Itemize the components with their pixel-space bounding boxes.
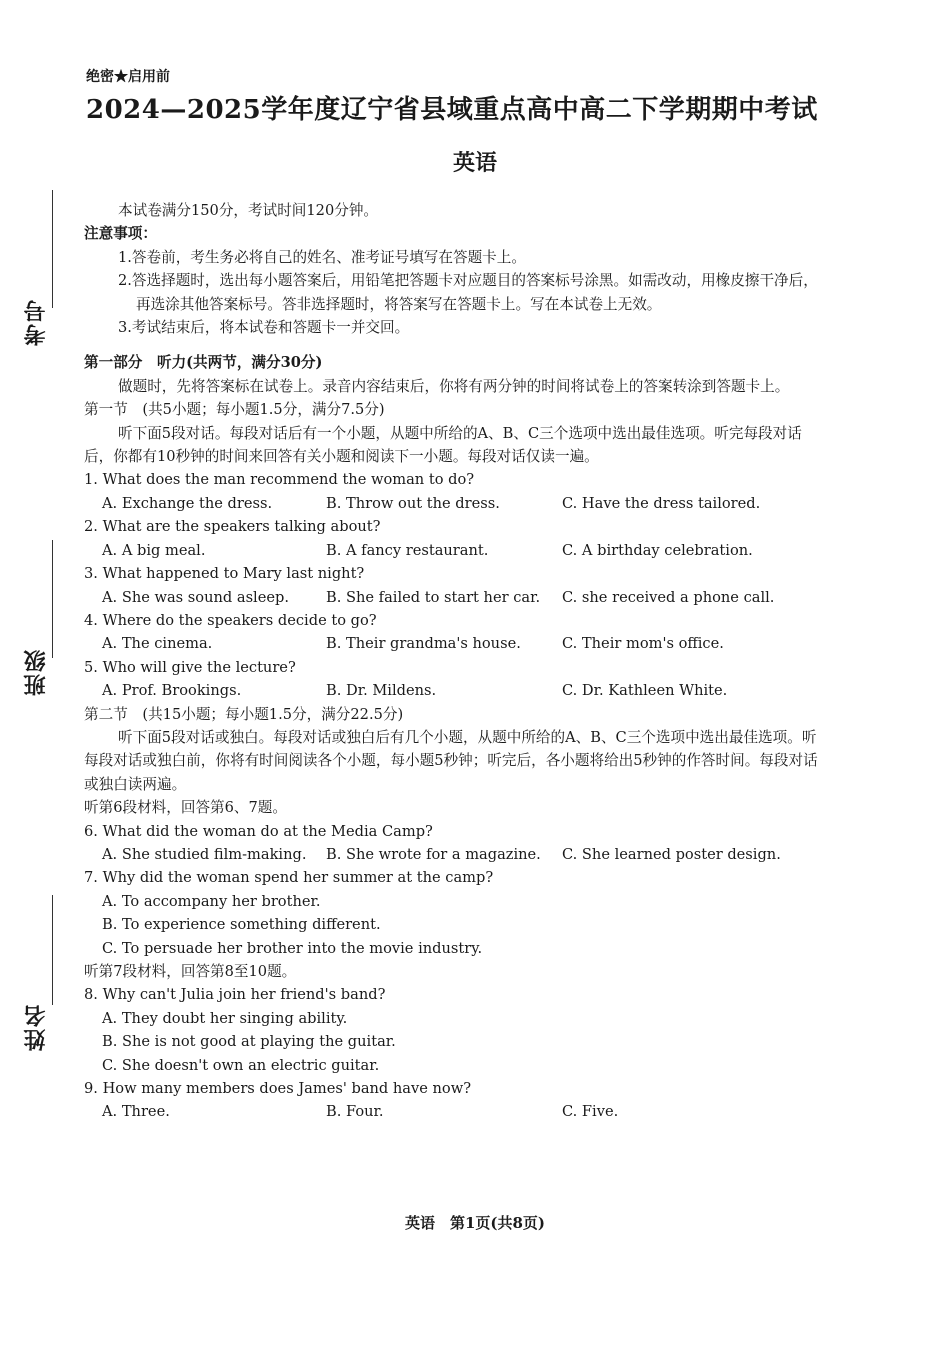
class-label: 班级 bbox=[23, 648, 49, 696]
question-5: 5. Who will give the lecture? bbox=[84, 658, 296, 676]
exam-content bbox=[84, 199, 824, 1124]
option-a[interactable]: A. Prof. Brookings. bbox=[102, 682, 242, 700]
option-c[interactable]: C. Their mom's office. bbox=[562, 635, 724, 653]
question-4-options bbox=[84, 632, 824, 655]
name-line[interactable] bbox=[52, 895, 53, 1005]
option-b[interactable]: B. Throw out the dress. bbox=[326, 494, 500, 512]
note-3: 3.考试结束后，将本试卷和答题卡一并交回。 bbox=[118, 319, 410, 337]
question-1: 1. What does the man recommend the woman to do? bbox=[84, 471, 475, 489]
question-6-options bbox=[84, 843, 824, 866]
option-c[interactable]: C. To persuade her brother into the movie industry. bbox=[102, 939, 483, 957]
option-a[interactable]: A. A big meal. bbox=[102, 541, 206, 559]
name-label: 姓名 bbox=[23, 1003, 49, 1051]
option-b[interactable]: B. Dr. Mildens. bbox=[326, 682, 437, 700]
question-6: 6. What did the woman do at the Media Camp? bbox=[84, 822, 433, 840]
subject-title: 英语 bbox=[452, 150, 497, 176]
score-time: 本试卷满分150分，考试时间120分钟。 bbox=[118, 202, 379, 219]
section2-title: 第二节 (共15小题；每小题1.5分，满分22.5分) bbox=[84, 705, 404, 723]
question-3-options bbox=[84, 586, 824, 609]
option-c[interactable]: C. Dr. Kathleen White. bbox=[562, 682, 728, 700]
option-a[interactable]: A. She was sound asleep. bbox=[102, 588, 289, 606]
exam-no-label: 考号 bbox=[23, 298, 49, 346]
page-footer: 英语 第1页(共8页) bbox=[404, 1214, 546, 1232]
material-6-label: 听第6段材料，回答第6、7题。 bbox=[84, 799, 287, 817]
option-b[interactable]: B. To experience something different. bbox=[102, 916, 381, 934]
part1-instruction: 做题时，先将答案标在试卷上。录音内容结束后，你将有两分钟的时间将试卷上的答案转涂到答题卡上。 bbox=[118, 377, 790, 395]
option-c[interactable]: C. She doesn't own an electric guitar. bbox=[102, 1056, 380, 1074]
section2-instruction: 听下面5段对话或独白。每段对话或独白后有几个小题，从题中所给的A、B、C三个选项中选出最佳选项。听每段对话或独白前，你将有时间阅读各个小题，每小题5秒钟；听完后，各小题将给出5秒钟的作答时间。每段对话或独白读两遍。 bbox=[84, 728, 818, 793]
question-1-options bbox=[84, 492, 824, 515]
option-c[interactable]: C. Five. bbox=[562, 1103, 619, 1121]
section1-title: 第一节 (共5小题；每小题1.5分，满分7.5分) bbox=[84, 401, 385, 419]
question-7: 7. Why did the woman spend her summer at the camp? bbox=[84, 869, 494, 887]
option-b[interactable]: B. She failed to start her car. bbox=[326, 588, 541, 606]
option-c[interactable]: C. A birthday celebration. bbox=[562, 541, 753, 559]
question-5-options bbox=[84, 679, 824, 702]
option-a[interactable]: A. The cinema. bbox=[102, 635, 213, 653]
part1-title: 第一部分 听力(共两节，满分30分) bbox=[84, 354, 323, 372]
option-c[interactable]: C. Have the dress tailored. bbox=[562, 494, 761, 512]
option-b[interactable]: B. Their grandma's house. bbox=[326, 635, 521, 653]
question-2-options bbox=[84, 539, 824, 562]
question-8: 8. Why can't Julia join her friend's band? bbox=[84, 986, 386, 1004]
question-4: 4. Where do the speakers decide to go? bbox=[84, 611, 377, 629]
option-a[interactable]: A. She studied film-making. bbox=[102, 845, 307, 863]
option-b[interactable]: B. She is not good at playing the guitar. bbox=[102, 1033, 396, 1051]
notes-title: 注意事项： bbox=[84, 225, 157, 243]
option-a[interactable]: A. They doubt her singing ability. bbox=[102, 1009, 348, 1027]
question-2: 2. What are the speakers talking about? bbox=[84, 518, 381, 536]
class-line[interactable] bbox=[52, 540, 53, 658]
question-9: 9. How many members does James' band have now? bbox=[84, 1080, 472, 1098]
note-2: 2.答选择题时，选出每小题答案后，用铅笔把答题卡对应题目的答案标号涂黑。如需改动，用橡皮擦干净后，再选涂其他答案标号。答非选择题时，将答案写在答题卡上。写在本试卷上无效。 bbox=[118, 272, 818, 313]
exam-title: 2024—2025学年度辽宁省县域重点高中高二下学期期中考试 bbox=[86, 95, 818, 125]
question-3: 3. What happened to Mary last night? bbox=[84, 565, 365, 583]
exam-no-line[interactable] bbox=[52, 190, 53, 308]
note-1: 1.答卷前，考生务必将自己的姓名、准考证号填写在答题卡上。 bbox=[118, 248, 526, 266]
material-7-label: 听第7段材料，回答第8至10题。 bbox=[84, 963, 297, 980]
option-c[interactable]: C. she received a phone call. bbox=[562, 588, 775, 606]
top-secret-label: 绝密★启用前 bbox=[86, 69, 170, 85]
option-a[interactable]: A. To accompany her brother. bbox=[102, 892, 321, 910]
option-b[interactable]: B. A fancy restaurant. bbox=[326, 541, 489, 559]
option-b[interactable]: B. Four. bbox=[326, 1103, 384, 1121]
question-9-options bbox=[84, 1100, 824, 1123]
option-a[interactable]: A. Exchange the dress. bbox=[102, 494, 273, 512]
section1-instruction: 听下面5段对话。每段对话后有一个小题，从题中所给的A、B、C三个选项中选出最佳选项。听完每段对话后，你都有10秒钟的时间来回答有关小题和阅读下一小题。每段对话仅读一遍。 bbox=[84, 424, 802, 466]
option-b[interactable]: B. She wrote for a magazine. bbox=[326, 845, 541, 863]
option-a[interactable]: A. Three. bbox=[102, 1103, 170, 1121]
option-c[interactable]: C. She learned poster design. bbox=[562, 845, 781, 863]
